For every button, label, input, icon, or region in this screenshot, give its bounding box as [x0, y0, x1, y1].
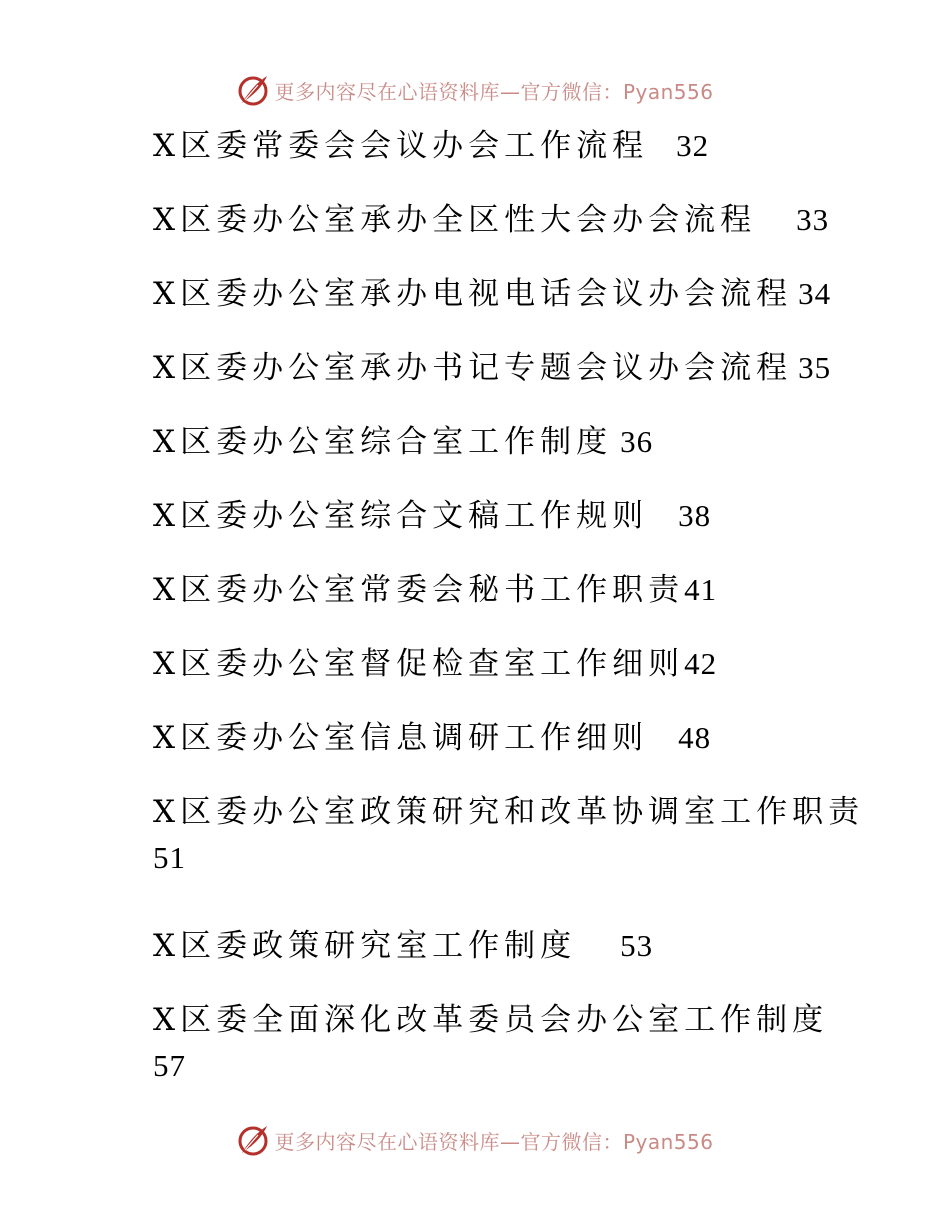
toc-entry[interactable]: [153, 192, 843, 266]
toc-entry-page: 42: [684, 646, 718, 681]
toc-entry-page: 51: [153, 840, 186, 875]
toc-entry[interactable]: [153, 118, 843, 192]
toc-entry-title: X区委办公室承办电视电话会议办会流程: [153, 276, 793, 312]
table-of-contents: [153, 118, 865, 1126]
toc-entry-title: X区委办公室承办书记专题会议办会流程: [153, 350, 793, 386]
toc-entry[interactable]: [153, 992, 843, 1126]
toc-entry[interactable]: [153, 710, 843, 784]
toc-entry-title: X区委办公室承办全区性大会办会流程: [153, 202, 757, 238]
toc-entry-page: 57: [153, 1048, 186, 1083]
footer-banner: [0, 1120, 950, 1160]
toc-entry-page: 41: [684, 572, 718, 607]
toc-entry[interactable]: [153, 414, 843, 488]
toc-entry[interactable]: [153, 784, 865, 918]
toc-entry-page: 33: [796, 202, 830, 237]
toc-entry-title: X区委办公室政策研究和改革协调室工作职责: [153, 794, 865, 830]
toc-entry-page: 32: [676, 128, 710, 163]
toc-entry[interactable]: [153, 340, 843, 414]
toc-entry-title: X区委政策研究室工作制度: [153, 928, 577, 964]
toc-entry[interactable]: [153, 266, 843, 340]
toc-entry-title: X区委常委会会议办会工作流程: [153, 128, 649, 164]
banner-text: 更多内容尽在心语资料库—官方微信：Pyan556: [274, 1129, 714, 1154]
toc-entry-title: X区委全面深化改革委员会办公室工作制度: [153, 1002, 829, 1038]
toc-entry-page: 48: [678, 720, 712, 755]
toc-entry[interactable]: [153, 918, 843, 992]
quill-circle-logo-icon: [236, 1123, 270, 1157]
banner-text: 更多内容尽在心语资料库—官方微信：Pyan556: [274, 79, 714, 104]
toc-entry-title: X区委办公室信息调研工作细则: [153, 720, 649, 756]
toc-entry-title: X区委办公室督促检查室工作细则: [153, 646, 685, 682]
toc-entry-page: 35: [798, 350, 832, 385]
toc-entry-title: X区委办公室综合室工作制度: [153, 424, 613, 460]
toc-entry-page: 36: [620, 424, 654, 459]
quill-circle-logo-icon: [236, 73, 270, 107]
toc-entry-title: X区委办公室综合文稿工作规则: [153, 498, 649, 534]
toc-entry-page: 53: [620, 928, 654, 963]
toc-entry-page: 38: [678, 498, 712, 533]
toc-entry[interactable]: [153, 488, 843, 562]
toc-entry[interactable]: [153, 562, 843, 636]
header-banner: [0, 70, 950, 110]
toc-entry-title: X区委办公室常委会秘书工作职责: [153, 572, 685, 608]
toc-entry-page: 34: [798, 276, 832, 311]
toc-entry[interactable]: [153, 636, 843, 710]
